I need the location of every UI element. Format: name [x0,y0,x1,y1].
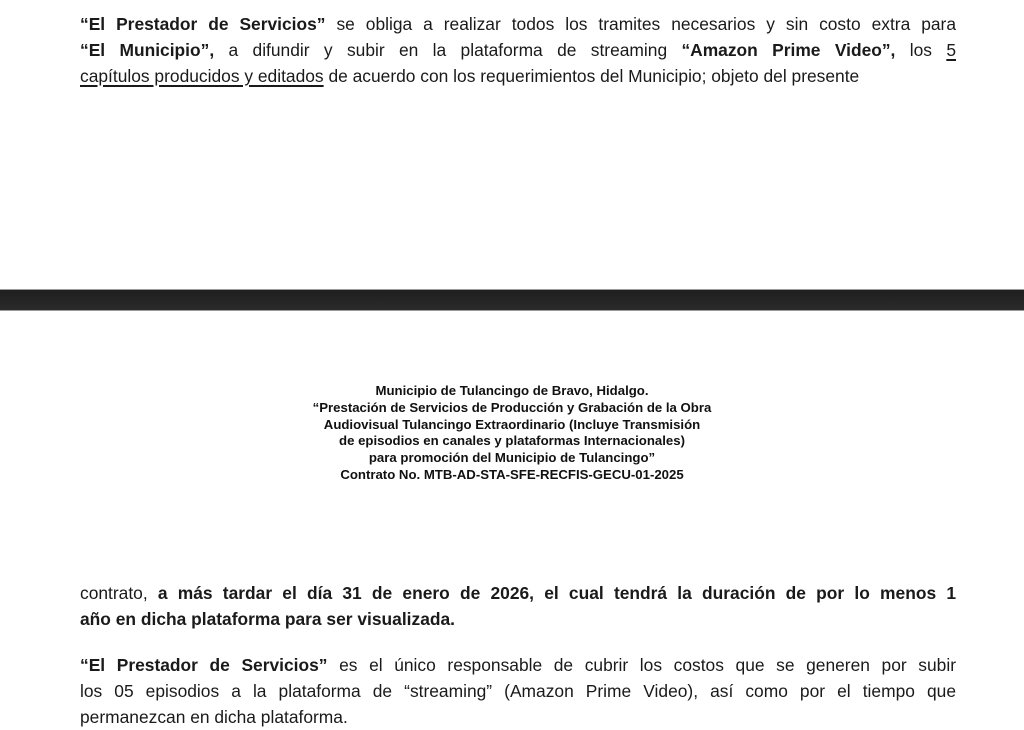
header-title-line: de episodios en canales y plataformas Internacionales) [339,433,685,449]
text-segment: a difundir y subir en la plataforma de streaming [214,40,682,60]
paragraph-line [80,652,956,678]
paragraph-line: año en dicha plataforma para ser visualizada. [80,609,456,629]
platform-name: “Amazon Prime Video”, [681,40,896,60]
paragraph-cost-responsibility [80,652,956,730]
text-segment: los [895,40,947,60]
paragraph-service-obligation [80,11,956,89]
paragraph-deadline [80,580,956,632]
text-segment: es el único responsable de cubrir los costos que se generen por subir [327,655,956,675]
text-segment: de acuerdo con los requerimientos del Municipio; objeto del presente [323,66,860,86]
header-title-line: “Prestación de Servicios de Producción y Grabación de la Obra [312,399,712,415]
party-name-municipality: “El Municipio”, [80,40,215,60]
party-name-provider: “El Prestador de Servicios” [80,14,326,34]
page-separator [0,289,1024,311]
header-municipality: Municipio de Tulancingo de Bravo, Hidalgo. [375,383,649,398]
paragraph-line [80,37,956,63]
party-name-provider: “El Prestador de Servicios” [80,655,328,675]
text-segment: se obliga a realizar todos los tramites necesarios y sin costo extra para [325,14,957,34]
paragraph-line [80,580,956,606]
paragraph-line [80,11,956,37]
paragraph-line: los 05 episodios a la plataforma de “streaming” (Amazon Prime Video), así como por el tiempo que [80,681,956,701]
document-page-top [0,0,1024,289]
header-title-line: Audiovisual Tulancingo Extraordinario (Incluye Transmisión [323,416,701,432]
header-title-line: para promoción del Municipio de Tulancingo” [368,450,656,466]
deadline-text: a más tardar el día 31 de enero de 2026, el cual tendrá la duración de por lo menos 1 [157,583,956,603]
underlined-chapters: capítulos producidos y editados [80,66,324,86]
episode-count: 5 [946,40,956,60]
header-contract-number: Contrato No. MTB-AD-STA-SFE-RECFIS-GECU-01-2025 [340,466,684,482]
text-segment: contrato, [80,583,158,603]
paragraph-line: permanezcan en dicha plataforma. [80,707,348,727]
paragraph-line [80,63,956,89]
contract-header [0,383,1024,484]
